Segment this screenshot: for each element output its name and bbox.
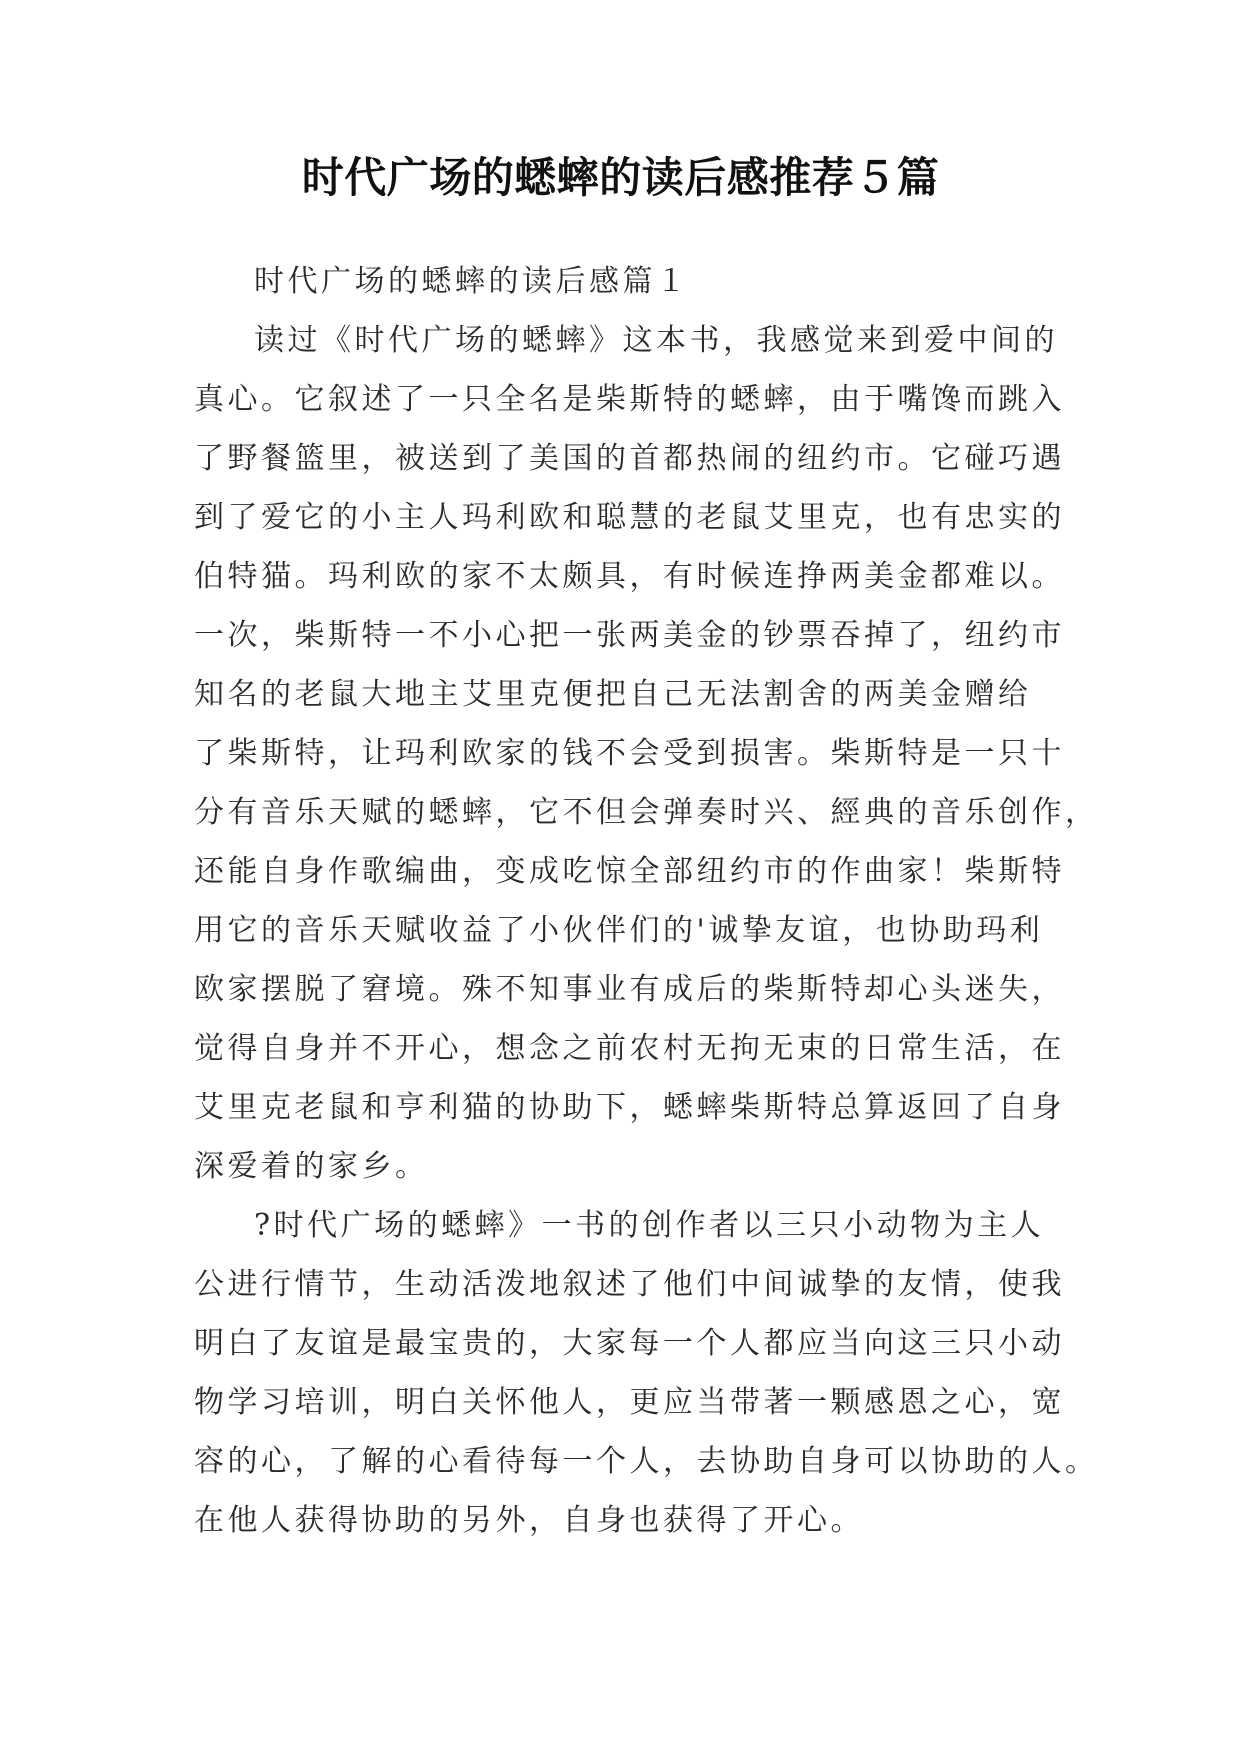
paragraph-line: 一次，柴斯特一不小心把一张两美金的钞票吞掉了，纽约市: [194, 618, 1065, 653]
paragraph-line: 公进行情节，生动活泼地叙述了他们中间诚挚的友情，使我: [194, 1267, 1065, 1302]
paragraph-line: 在他人获得协助的另外，自身也获得了开心。: [194, 1503, 864, 1538]
paragraph-line: 深爱着的家乡。: [194, 1149, 429, 1184]
paragraph-line: 了野餐篮里，被送到了美国的首都热闹的纽约市。它碰巧遇: [194, 441, 1065, 476]
paragraph-line: 物学习培训，明白关怀他人，更应当带著一颗感恩之心，宽: [194, 1385, 1065, 1420]
paragraph-line: 到了爱它的小主人玛利欧和聪慧的老鼠艾里克，也有忠实的: [194, 500, 1065, 535]
paragraph-line: 欧家摆脱了窘境。殊不知事业有成后的柴斯特却心头迷失，: [194, 972, 1065, 1007]
paragraph-line: 还能自身作歌编曲，变成吃惊全部纽约市的作曲家！柴斯特: [194, 854, 1065, 889]
paragraph-line: 用它的音乐天赋收益了小伙伴们的'诚挚友谊，也协助玛利: [194, 913, 1044, 948]
paragraph-line: 知名的老鼠大地主艾里克便把自己无法割舍的两美金赠给: [194, 677, 1032, 712]
paragraph-line: 觉得自身并不开心，想念之前农村无拘无束的日常生活，在: [194, 1031, 1065, 1066]
paragraph-line: 读过《时代广场的蟋蟀》这本书，我感觉来到爱中间的: [254, 323, 1058, 358]
section-heading: 时代广场的蟋蟀的读后感篇１: [254, 264, 690, 299]
document-body: [194, 252, 1099, 1550]
paragraph-line: 明白了友谊是最宝贵的，大家每一个人都应当向这三只小动: [194, 1326, 1065, 1361]
paragraph-line: 伯特猫。玛利欧的家不太颇具，有时候连挣两美金都难以。: [194, 559, 1065, 594]
paragraph-line: 了柴斯特，让玛利欧家的钱不会受到损害。柴斯特是一只十: [194, 736, 1065, 771]
paragraph-line: 容的心，了解的心看待每一个人，去协助自身可以协助的人。: [194, 1444, 1099, 1479]
paragraph-line: 分有音乐天赋的蟋蟀，它不但会弹奏时兴、經典的音乐创作，: [194, 795, 1099, 830]
document-title: 时代广场的蟋蟀的读后感推荐５篇: [301, 153, 940, 202]
paragraph-line: 真心。它叙述了一只全名是柴斯特的蟋蟀，由于嘴馋而跳入: [194, 382, 1065, 417]
paragraph-line: 艾里克老鼠和亨利猫的协助下，蟋蟀柴斯特总算返回了自身: [194, 1090, 1065, 1125]
paragraph-line: ?时代广场的蟋蟀》一书的创作者以三只小动物为主人: [254, 1208, 1045, 1243]
